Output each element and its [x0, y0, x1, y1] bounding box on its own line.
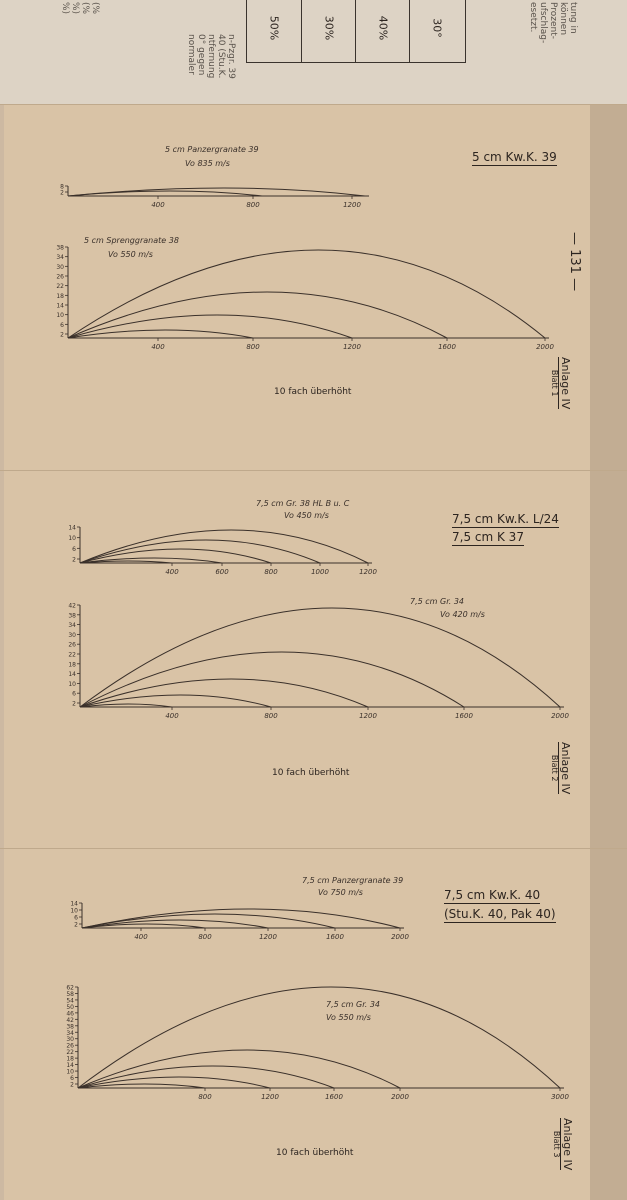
- trajectory-curve: [80, 652, 464, 707]
- trajectory-curve: [78, 1050, 400, 1088]
- y-tick-label: 18: [56, 292, 64, 300]
- y-tick-label: 38: [66, 1023, 74, 1031]
- y-tick-label: 14: [66, 1062, 74, 1070]
- y-tick-label: 6: [70, 1075, 74, 1083]
- exaggeration-note: 10 fach überhöht: [276, 1148, 354, 1158]
- muzzle-velocity-label: Vo 420 m/s: [440, 610, 485, 619]
- y-tick-label: 2: [70, 1081, 74, 1089]
- y-tick-label: 30: [68, 631, 76, 639]
- x-tick-label: 2000: [391, 933, 409, 941]
- trajectory-curve: [80, 695, 271, 707]
- x-tick-label: 1200: [343, 201, 361, 209]
- x-tick-label: 2000: [391, 1093, 409, 1101]
- strip-line: (%: [90, 2, 100, 15]
- x-tick-label: 400: [134, 933, 148, 941]
- strip-line: %): [70, 2, 80, 15]
- strip-line: tung in: [568, 2, 578, 34]
- x-tick-label: 400: [165, 568, 179, 576]
- anlage-label: [552, 1118, 574, 1170]
- y-tick-label: 10: [68, 680, 76, 688]
- y-tick-label: 18: [68, 661, 76, 669]
- x-tick-label: 1200: [259, 933, 277, 941]
- x-tick-label: 400: [151, 201, 165, 209]
- y-tick-label: 14: [70, 900, 78, 908]
- anlage-text: Anlage IV: [561, 1118, 574, 1171]
- trajectory-curve: [82, 909, 400, 928]
- y-tick-label: 6: [72, 545, 76, 553]
- y-tick-label: 26: [56, 273, 64, 281]
- y-tick-label: 22: [66, 1049, 74, 1057]
- trajectory-curve: [68, 191, 262, 196]
- table-cell: 30°: [409, 0, 464, 62]
- y-tick-label: 2: [60, 331, 64, 339]
- trajectory-curve: [78, 987, 560, 1088]
- y-tick-label: 2: [74, 921, 78, 929]
- y-tick-label: 46: [66, 1010, 74, 1018]
- y-tick-label: 6: [74, 914, 78, 922]
- trajectory-curve: [68, 315, 352, 338]
- y-tick-label: 22: [68, 651, 76, 659]
- trajectory-curve: [82, 920, 268, 928]
- x-tick-label: 800: [198, 1093, 212, 1101]
- sheet-subtitle: 7,5 cm K 37: [452, 530, 524, 544]
- blatt-text: Blatt 3: [552, 1130, 561, 1158]
- trajectory-curve: [80, 679, 368, 707]
- x-tick-label: 1200: [261, 1093, 279, 1101]
- table-cell: 40%: [355, 0, 410, 62]
- trajectory-curve: [80, 530, 368, 563]
- exaggeration-note: 10 fach überhöht: [272, 768, 350, 778]
- y-tick-label: 42: [68, 602, 76, 610]
- sheet-subtitle: (Stu.K. 40, Pak 40): [444, 907, 556, 921]
- y-tick-label: 14: [56, 302, 64, 310]
- x-tick-label: 1600: [438, 343, 456, 351]
- muzzle-velocity-label: Vo 835 m/s: [185, 159, 230, 168]
- muzzle-velocity-label: Vo 750 m/s: [318, 888, 363, 897]
- sheet-title: 5 cm Kw.K. 39: [472, 150, 557, 164]
- x-tick-label: 400: [151, 343, 165, 351]
- page-number: — 131 —: [567, 232, 582, 292]
- sheet-title: 7,5 cm Kw.K. 40: [444, 888, 541, 902]
- y-tick-label: 2: [60, 189, 64, 197]
- strip-line: %): [60, 2, 70, 15]
- y-tick-label: 14: [68, 524, 76, 532]
- strip-line: ufschlag-: [538, 2, 548, 44]
- x-tick-label: 2000: [536, 343, 554, 351]
- trajectory-curve: [80, 608, 560, 707]
- y-tick-label: 50: [66, 1003, 74, 1011]
- sheet-title: 7,5 cm Kw.K. L/24: [452, 512, 559, 526]
- y-tick-label: 26: [68, 641, 76, 649]
- y-tick-label: 26: [66, 1042, 74, 1050]
- y-tick-label: 30: [66, 1036, 74, 1044]
- strip-line: 0° gegen: [196, 34, 206, 76]
- strip-line: n-Pzgr. 39: [226, 34, 236, 79]
- x-tick-label: 1200: [359, 712, 377, 720]
- trajectory-curve: [68, 330, 253, 338]
- projectile-label: 7,5 cm Panzergranate 39: [302, 876, 404, 885]
- y-tick-label: 10: [56, 312, 64, 320]
- x-tick-label: 400: [165, 712, 179, 720]
- x-tick-label: 800: [246, 343, 260, 351]
- table-cell: 30%: [301, 0, 356, 62]
- muzzle-velocity-label: Vo 550 m/s: [108, 250, 153, 259]
- muzzle-velocity-label: Vo 550 m/s: [326, 1013, 371, 1022]
- projectile-label: 5 cm Panzergranate 39: [165, 145, 259, 154]
- projectile-label: 7,5 cm Gr. 34: [410, 597, 465, 606]
- strip-line: ntfernung: [206, 34, 216, 79]
- y-tick-label: 34: [66, 1029, 74, 1037]
- y-tick-label: 30: [56, 263, 64, 271]
- y-tick-label: 14: [68, 671, 76, 679]
- y-tick-label: 6: [72, 690, 76, 698]
- strip-line: können: [558, 2, 568, 36]
- anlage-label: [550, 742, 572, 794]
- x-tick-label: 600: [215, 568, 229, 576]
- x-tick-label: 1600: [325, 1093, 343, 1101]
- strip-line: 40 (Stu.K.: [216, 34, 226, 79]
- y-tick-label: 18: [66, 1055, 74, 1063]
- y-tick-label: 62: [66, 984, 74, 992]
- y-tick-label: 54: [66, 997, 74, 1005]
- x-tick-label: 1600: [326, 933, 344, 941]
- x-tick-label: 800: [264, 712, 278, 720]
- x-tick-label: 800: [198, 933, 212, 941]
- y-tick-label: 34: [68, 622, 76, 630]
- y-tick-label: 22: [56, 283, 64, 291]
- blatt-text: Blatt 2: [550, 754, 559, 782]
- anlage-text: Anlage IV: [559, 742, 572, 795]
- y-tick-label: 10: [68, 535, 76, 543]
- y-tick-label: 2: [72, 556, 76, 564]
- y-tick-label: 58: [66, 990, 74, 998]
- x-tick-label: 1200: [359, 568, 377, 576]
- x-tick-label: 800: [246, 201, 260, 209]
- exaggeration-note: 10 fach überhöht: [274, 387, 352, 397]
- projectile-label: 5 cm Sprenggranate 38: [84, 236, 179, 245]
- y-tick-label: 38: [68, 612, 76, 620]
- x-tick-label: 800: [264, 568, 278, 576]
- y-tick-label: 8: [60, 183, 64, 191]
- table-cell: 50%: [267, 15, 281, 41]
- y-tick-label: 34: [56, 254, 64, 262]
- y-tick-label: 38: [56, 244, 64, 252]
- x-tick-label: 3000: [551, 1093, 569, 1101]
- y-tick-label: 6: [60, 321, 64, 329]
- strip-line: esetzt.: [528, 2, 538, 33]
- projectile-label: 7,5 cm Gr. 34: [326, 1000, 381, 1009]
- trajectory-curve: [78, 1077, 270, 1088]
- anlage-text: Anlage IV: [559, 357, 572, 410]
- y-tick-label: 42: [66, 1016, 74, 1024]
- y-tick-label: 2: [72, 700, 76, 708]
- strip-line: (%: [80, 2, 90, 15]
- projectile-label: 7,5 cm Gr. 38 HL B u. C: [256, 499, 350, 508]
- blatt-text: Blatt 1: [550, 369, 559, 397]
- y-tick-label: 10: [66, 1068, 74, 1076]
- x-tick-label: 2000: [551, 712, 569, 720]
- trajectory-curve: [80, 558, 222, 563]
- y-tick-label: 10: [70, 907, 78, 915]
- x-tick-label: 1200: [343, 343, 361, 351]
- x-tick-label: 1000: [311, 568, 329, 576]
- strip-line: Prozent-: [548, 2, 558, 40]
- x-tick-label: 1600: [455, 712, 473, 720]
- muzzle-velocity-label: Vo 450 m/s: [284, 511, 329, 520]
- strip-line: normaler: [186, 34, 196, 75]
